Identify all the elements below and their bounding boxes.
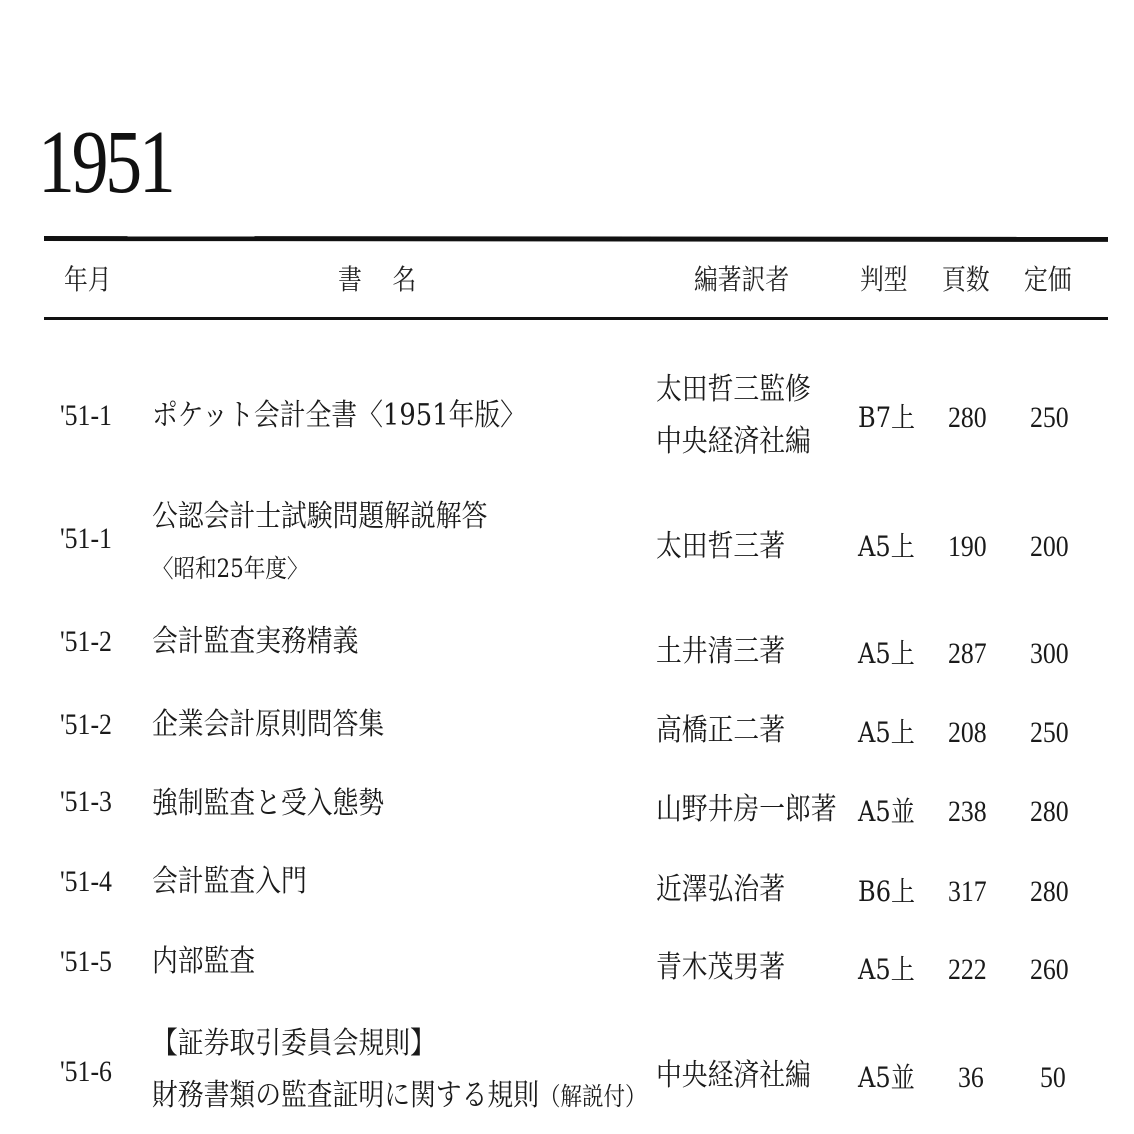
row-year-month: '51-6 (60, 1055, 112, 1088)
row-price: 280 (1030, 795, 1069, 828)
row-title: 強制監査と受入態勢 (152, 786, 385, 821)
row-format: A5上 (858, 953, 915, 986)
row-author-line2: 中央経済社編 (656, 424, 811, 459)
row-format: B7上 (858, 401, 916, 434)
row-author: 土井清三著 (656, 634, 785, 669)
row-pages: 280 (948, 401, 987, 434)
row-author: 山野井房一郎著 (656, 792, 837, 827)
row-price: 250 (1030, 716, 1069, 749)
row-pages: 238 (948, 795, 987, 828)
row-author: 中央経済社編 (656, 1058, 811, 1093)
header-pages: 頁数 (942, 263, 990, 296)
row-year-month: '51-2 (60, 625, 112, 658)
row-price: 260 (1030, 953, 1069, 986)
row-author: 太田哲三監修 (656, 372, 811, 407)
row-pages: 208 (948, 716, 987, 749)
row-format: A5上 (858, 637, 915, 670)
row-title: ポケット会計全書〈1951年版〉 (152, 398, 526, 433)
year-heading: 1951 (38, 113, 173, 212)
table-row (0, 942, 1134, 992)
row-pages: 317 (948, 875, 987, 908)
row-title: 企業会計原則問答集 (152, 707, 385, 742)
row-year-month: '51-3 (60, 785, 112, 818)
row-author: 高橋正二著 (656, 713, 785, 748)
table-row (0, 368, 1134, 468)
header-title: 書名 (338, 263, 447, 296)
row-author: 青木茂男著 (656, 950, 785, 985)
table-row (0, 705, 1134, 755)
row-title-line2: 〈昭和25年度〉 (152, 554, 309, 583)
row-price: 300 (1030, 637, 1069, 670)
row-title: 公認会計士試験問題解説解答 (152, 499, 488, 534)
header-author: 編著訳者 (694, 263, 790, 296)
row-price: 250 (1030, 401, 1069, 434)
row-year-month: '51-5 (60, 945, 112, 978)
row-title: 会計監査実務精義 (152, 624, 359, 659)
row-pages: 190 (948, 530, 987, 563)
row-title: 【証券取引委員会規則】 (152, 1026, 436, 1061)
table-row (0, 622, 1134, 672)
row-author: 太田哲三著 (656, 529, 785, 564)
row-format: A5並 (858, 795, 915, 828)
header-year-month: 年月 (64, 263, 112, 296)
row-price: 280 (1030, 875, 1069, 908)
row-pages: 222 (948, 953, 987, 986)
row-format: A5並 (858, 1061, 915, 1094)
row-format: A5上 (858, 530, 915, 563)
row-title: 会計監査入門 (152, 864, 307, 899)
row-year-month: '51-2 (60, 708, 112, 741)
row-title-note: （解説付） (539, 1082, 647, 1111)
row-title-line2 (152, 1076, 647, 1117)
row-year-month: '51-1 (60, 399, 112, 432)
row-author: 近澤弘治著 (656, 872, 785, 907)
row-format: B6上 (858, 875, 916, 908)
row-title-line2-text: 財務書類の監査証明に関する規則 (152, 1078, 539, 1113)
row-pages: 287 (948, 637, 987, 670)
row-price: 200 (1030, 530, 1069, 563)
row-year-month: '51-4 (60, 865, 112, 898)
header-price: 定価 (1024, 263, 1072, 296)
row-pages: 36 (958, 1061, 984, 1094)
row-year-month: '51-1 (60, 522, 112, 555)
row-title: 内部監査 (152, 944, 256, 979)
row-price: 50 (1040, 1061, 1066, 1094)
table-row (0, 495, 1134, 595)
row-format: A5上 (858, 716, 915, 749)
header-format: 判型 (860, 263, 908, 296)
table-row (0, 862, 1134, 912)
table-row (0, 1022, 1134, 1122)
table-row (0, 782, 1134, 832)
